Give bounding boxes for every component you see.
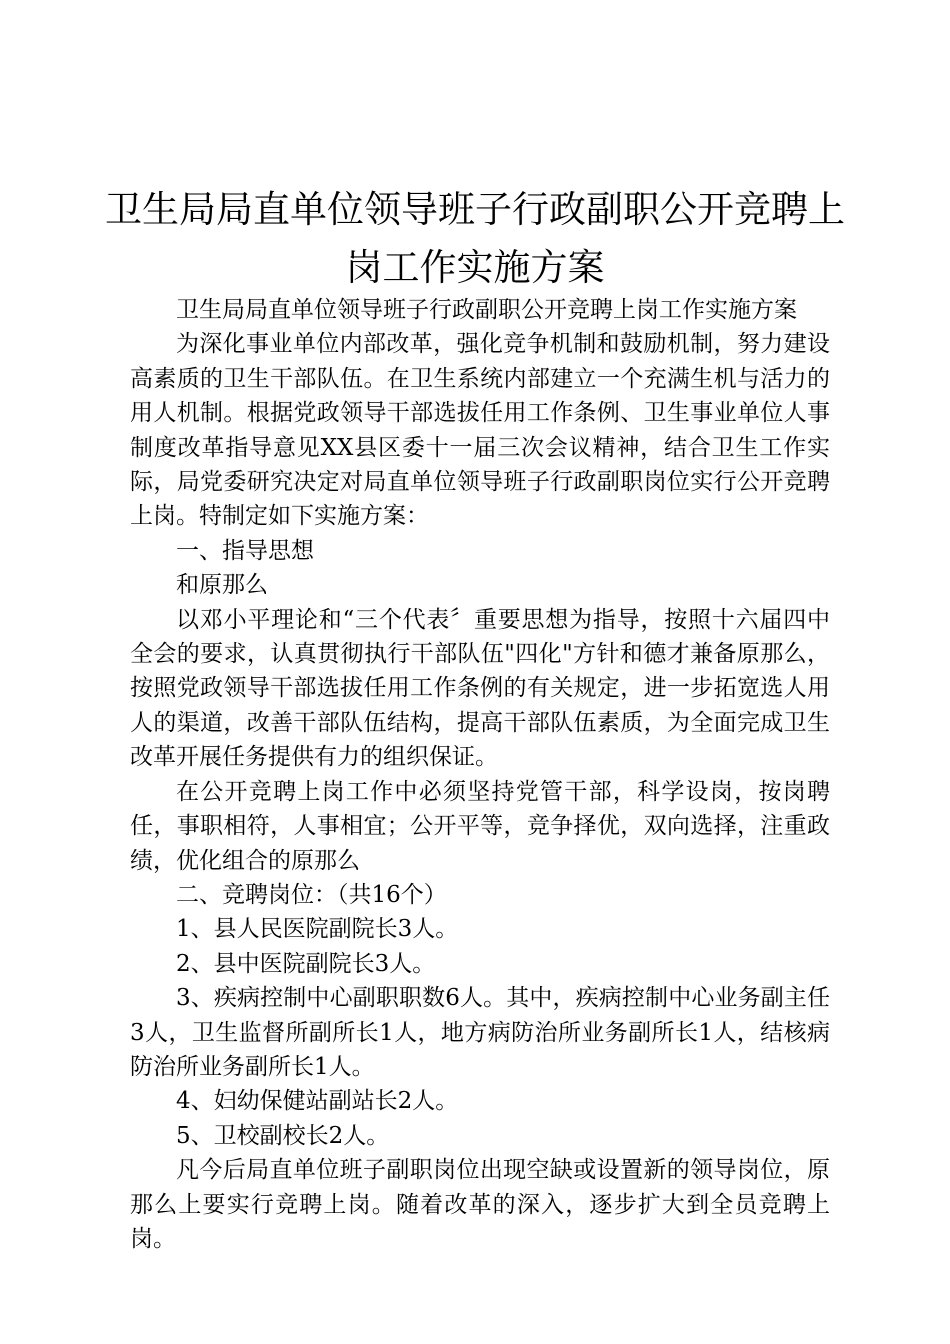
list-item: 4、妇幼保健站副站长2人。 <box>176 1088 459 1115</box>
paragraph-intro: 为深化事业单位内部改革，强化竞争机制和鼓励机制，努力建设高素质的卫生干部队伍。在卫生系统内部建立一个充满生机与活力的用人机制。根据党政领导干部选拔任用工作条例、卫生事业单位人事制度改革指导意见XX县区委十一届三次会议精神，结合卫生工作实际，局党委研究决定对局直单位领导班子行政副职岗位实行公开竞聘上岗。特制定如下实施方案： <box>130 331 830 530</box>
list-item: 3、疾病控制中心副职职数6人。其中，疾病控制中心业务副主任3人，卫生监督所副所长1人，地方病防治所业务副所长1人，结核病防治所业务副所长1人。 <box>130 985 830 1080</box>
list-item: 1、县人民医院副院长3人。 <box>176 916 459 943</box>
document-title-line-2: 岗工作实施方案 <box>345 246 605 289</box>
document-body <box>130 293 830 1256</box>
paragraph: 和原那么 <box>176 572 268 599</box>
document-title-line-1: 卫生局局直单位领导班子行政副职公开竞聘上 <box>105 188 845 231</box>
list-item: 5、卫校副校长2人。 <box>176 1122 390 1149</box>
paragraph: 在公开竞聘上岗工作中必须坚持党管干部，科学设岗，按岗聘任，事职相符，人事相宜；公开平等，竞争择优，双向选择，注重政绩，优化组合的原那么 <box>130 778 830 874</box>
section-heading-guiding-thought: 一、指导思想 <box>176 537 314 564</box>
paragraph-subtitle: 卫生局局直单位领导班子行政副职公开竞聘上岗工作实施方案 <box>176 297 797 323</box>
section-heading-positions: 二、竞聘岗位：（共16个） <box>176 881 447 908</box>
paragraph: 以邓小平理论和“三个代表〞重要思想为指导，按照十六届四中全会的要求，认真贯彻执行干部队伍"四化"方针和德才兼备原那么，按照党政领导干部选拔任用工作条例的有关规定，进一步拓宽选人用人的渠道，改善干部队伍结构，提高干部队伍素质，为全面完成卫生改革开展任务提供有力的组织保证。 <box>130 606 830 771</box>
list-item: 2、县中医院副院长3人。 <box>176 950 436 977</box>
paragraph: 凡今后局直单位班子副职岗位出现空缺或设置新的领导岗位，原那么上要实行竞聘上岗。随着改革的深入，逐步扩大到全员竞聘上岗。 <box>130 1157 830 1252</box>
